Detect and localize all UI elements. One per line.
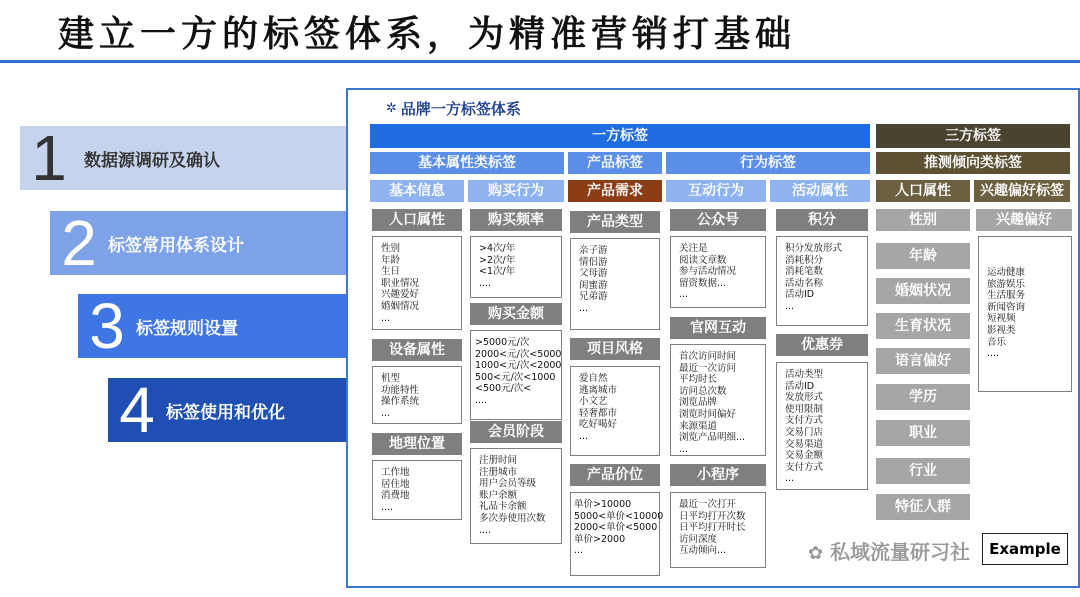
box-geo: 工作地 居住地 消费地 .... xyxy=(372,460,462,520)
cat-lang: 语言偏好 xyxy=(876,348,970,374)
cat-geo: 地理位置 xyxy=(372,433,462,455)
box-price: 单价>10000 5000<单价<10000 2000<单价<5000 单价>2000 ... xyxy=(570,492,660,576)
cat-price: 产品价位 xyxy=(570,464,660,486)
wechat-icon: ✿ xyxy=(808,543,824,564)
cat-points: 积分 xyxy=(776,209,868,231)
step-4 xyxy=(108,374,348,446)
cat-site: 官网互动 xyxy=(670,317,766,339)
step-1 xyxy=(20,122,348,194)
box-interest: 运动健康 旅游娱乐 生活服务 新闻咨询 短视频 影视类 音乐 .... xyxy=(978,236,1072,392)
cat-job: 职业 xyxy=(876,420,970,446)
title-divider xyxy=(0,60,1080,63)
cat-age: 年龄 xyxy=(876,243,970,269)
tag-system-panel xyxy=(346,88,1080,588)
box-site: 首次访问时间 最近一次访问 平均时长 访问总次数 浏览品牌 浏览时间偏好 来源渠道 浏览产品明细... ... xyxy=(670,344,766,456)
step-2 xyxy=(50,207,348,279)
behavior-tag-header: 行为标签 xyxy=(666,152,870,174)
box-device: 机型 功能特性 操作系统 ... xyxy=(372,366,462,424)
person-attr-3p-header: 人口属性 xyxy=(876,180,970,202)
cat-industry: 行业 xyxy=(876,458,970,484)
inferred-tag-header: 推测倾向类标签 xyxy=(876,152,1070,174)
cat-official: 公众号 xyxy=(670,209,766,231)
step-label: 标签常用体系设计 xyxy=(108,235,244,256)
example-label: Example xyxy=(982,533,1068,565)
box-coupon: 活动类型 活动ID 发放形式 使用限制 支付方式 交易门店 交易渠道 交易金额 支付方式 ... xyxy=(776,362,868,490)
step-label: 标签规则设置 xyxy=(136,318,238,339)
basic-attr-header: 基本属性类标签 xyxy=(370,152,564,174)
box-mini: 最近一次打开 日平均打开次数 日平均打开时长 访问深度 互动倾向... xyxy=(670,492,766,568)
cat-gender: 性别 xyxy=(876,209,970,231)
step-label: 标签使用和优化 xyxy=(166,402,285,423)
box-amount: >5000元/次 2000<元/次<5000 1000<元/次<2000 500<元/次<1000 <500元/次< .... xyxy=(470,330,562,420)
cat-group: 特征人群 xyxy=(876,494,970,520)
page-title: 建立一方的标签体系，为精准营销打基础 xyxy=(58,14,797,55)
box-freq: >4次/年 >2次/年 <1次/年 .... xyxy=(470,236,562,298)
cat-edu: 学历 xyxy=(876,384,970,410)
box-style: 爱自然 逃离城市 小文艺 轻奢都市 吃好喝好 ... xyxy=(570,366,660,456)
cat-amount: 购买金额 xyxy=(470,303,562,325)
step-number: 3 xyxy=(89,290,125,362)
purchase-behavior-header: 购买行为 xyxy=(468,180,564,202)
first-party-header: 一方标签 xyxy=(370,124,870,148)
cat-ptype: 产品类型 xyxy=(570,211,660,233)
gear-icon: ✲ xyxy=(386,101,397,116)
box-ptype: 亲子游 情侣游 父母游 闺蜜游 兄弟游 ... xyxy=(570,238,660,330)
box-points: 积分发放形式 消耗积分 消耗笔数 活动名称 活动ID ... xyxy=(776,236,868,326)
cat-person: 人口属性 xyxy=(372,209,462,231)
cat-freq: 购买频率 xyxy=(470,209,562,231)
interest-3p-header: 兴趣偏好标签 xyxy=(974,180,1070,202)
third-party-header: 三方标签 xyxy=(876,124,1070,148)
cat-birth: 生育状况 xyxy=(876,313,970,339)
step-number: 4 xyxy=(119,374,155,446)
cat-mini: 小程序 xyxy=(670,464,766,486)
box-official: 关注是 阅读文章数 参与活动情况 留资数据... ... xyxy=(670,236,766,308)
box-member: 注册时间 注册城市 用户会员等级 账户余额 礼品卡余额 多次券使用次数 .... xyxy=(470,448,562,544)
cat-coupon: 优惠券 xyxy=(776,334,868,356)
step-number: 2 xyxy=(61,207,97,279)
product-demand-header: 产品需求 xyxy=(568,180,662,202)
box-person: 性别 年龄 生日 职业情况 兴趣爱好 婚姻情况 ... xyxy=(372,236,462,330)
cat-device: 设备属性 xyxy=(372,339,462,361)
product-tag-header: 产品标签 xyxy=(568,152,662,174)
activity-attr-header: 活动属性 xyxy=(770,180,870,202)
step-number: 1 xyxy=(31,122,67,194)
cat-style: 项目风格 xyxy=(570,338,660,360)
step-3 xyxy=(78,290,348,362)
panel-title-text: 品牌一方标签体系 xyxy=(400,100,521,118)
cat-interest: 兴趣偏好 xyxy=(976,209,1072,231)
cat-member: 会员阶段 xyxy=(470,421,562,443)
interaction-header: 互动行为 xyxy=(666,180,766,202)
watermark: ✿ 私域流量研习社 xyxy=(808,540,971,564)
panel-title xyxy=(386,98,521,119)
step-label: 数据源调研及确认 xyxy=(84,150,220,171)
cat-marriage: 婚姻状况 xyxy=(876,278,970,304)
basic-info-header: 基本信息 xyxy=(370,180,464,202)
